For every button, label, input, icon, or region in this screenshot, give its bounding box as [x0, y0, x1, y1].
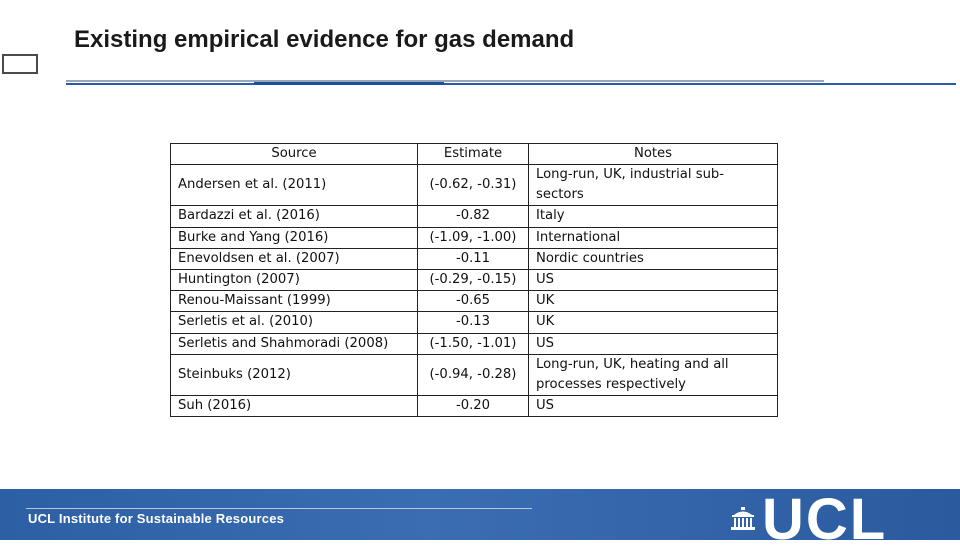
column-header-estimate: Estimate	[418, 144, 529, 165]
cell-source: Huntington (2007)	[171, 270, 418, 291]
cell-source: Andersen et al. (2011)	[171, 165, 418, 206]
cell-notes: UK	[529, 312, 778, 333]
cell-notes: Long-run, UK, heating and all processes respectively	[529, 354, 778, 395]
cell-source: Burke and Yang (2016)	[171, 227, 418, 248]
institute-name: UCL Institute for Sustainable Resources	[28, 511, 285, 526]
table-row	[171, 227, 778, 248]
cell-estimate: (-0.29, -0.15)	[418, 270, 529, 291]
cell-notes: US	[529, 333, 778, 354]
evidence-table	[170, 143, 778, 417]
cell-source: Enevoldsen et al. (2007)	[171, 248, 418, 269]
column-header-notes: Notes	[529, 144, 778, 165]
cell-notes: UK	[529, 291, 778, 312]
cell-notes: Italy	[529, 206, 778, 227]
table-row	[171, 312, 778, 333]
footer-divider	[26, 508, 532, 509]
cell-estimate: -0.11	[418, 248, 529, 269]
ucl-portico-icon	[730, 507, 756, 531]
table-header-row	[171, 144, 778, 165]
cell-estimate: -0.65	[418, 291, 529, 312]
cell-notes: US	[529, 270, 778, 291]
table-row	[171, 206, 778, 227]
cell-estimate: (-1.09, -1.00)	[418, 227, 529, 248]
table-body	[171, 165, 778, 417]
cell-notes: International	[529, 227, 778, 248]
cell-source: Bardazzi et al. (2016)	[171, 206, 418, 227]
cell-notes: US	[529, 396, 778, 417]
title-divider	[66, 80, 824, 82]
title-divider-highlight	[254, 82, 444, 85]
table-row	[171, 270, 778, 291]
ucl-logo-text: UCL	[762, 487, 888, 552]
cell-estimate: (-1.50, -1.01)	[418, 333, 529, 354]
table-row	[171, 165, 778, 206]
footer-bar	[0, 487, 960, 552]
ucl-logo	[730, 487, 930, 552]
cell-source: Renou-Maissant (1999)	[171, 291, 418, 312]
title-divider-accent	[66, 83, 956, 85]
cell-estimate: -0.13	[418, 312, 529, 333]
cell-source: Serletis et al. (2010)	[171, 312, 418, 333]
column-header-source: Source	[171, 144, 418, 165]
cell-estimate: -0.82	[418, 206, 529, 227]
page-title: Existing empirical evidence for gas demand	[74, 26, 575, 53]
table-row	[171, 248, 778, 269]
cell-estimate: (-0.94, -0.28)	[418, 354, 529, 395]
cell-notes: Nordic countries	[529, 248, 778, 269]
cell-estimate: (-0.62, -0.31)	[418, 165, 529, 206]
cell-estimate: -0.20	[418, 396, 529, 417]
table-row	[171, 291, 778, 312]
table-row	[171, 396, 778, 417]
cell-notes: Long-run, UK, industrial sub-sectors	[529, 165, 778, 206]
cell-source: Serletis and Shahmoradi (2008)	[171, 333, 418, 354]
cell-source: Suh (2016)	[171, 396, 418, 417]
table-row	[171, 354, 778, 395]
table-row	[171, 333, 778, 354]
cell-source: Steinbuks (2012)	[171, 354, 418, 395]
corner-bracket-icon	[0, 52, 42, 74]
